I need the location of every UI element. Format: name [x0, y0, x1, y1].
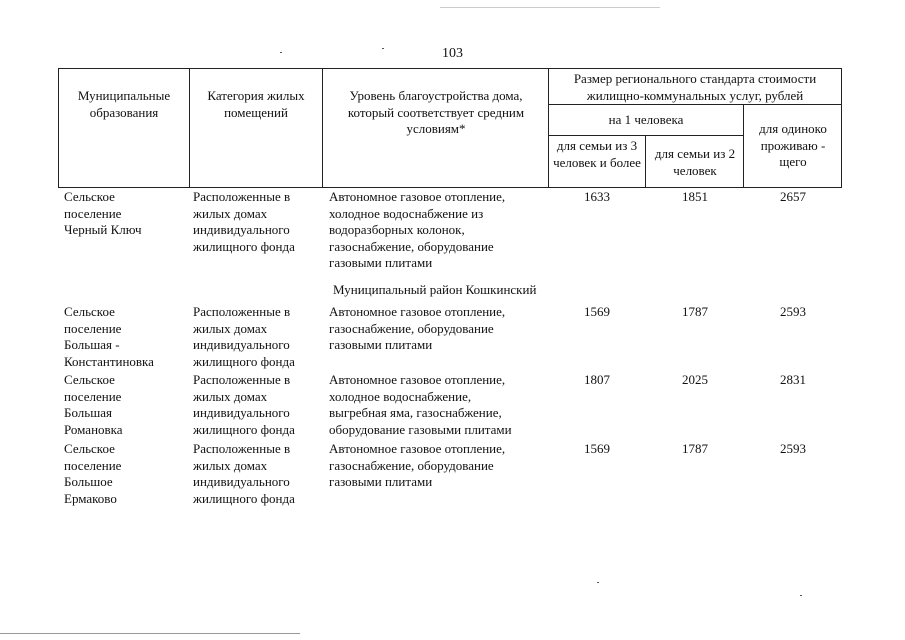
cell-family2: 2025	[682, 372, 708, 387]
header-standard: Размер регионального стандарта стоимости жилищно-коммунальных услуг, рублей	[573, 71, 817, 103]
cell-category: Расположенные в жилых домах индивидуального жилищного фонда	[193, 441, 295, 506]
header-category: Категория жилых помещений	[207, 88, 305, 120]
cell-category: Расположенные в жилых домах индивидуального жилищного фонда	[193, 372, 295, 437]
header-municipal: Муниципальные образования	[77, 88, 171, 120]
cell-single: 2657	[780, 189, 806, 204]
cell-single: 2593	[780, 304, 806, 319]
cell-category: Расположенные в жилых домах индивидуального жилищного фонда	[193, 189, 295, 254]
cell-level: Автономное газовое отопление, холодное водоснабжение, выгребная яма, газоснабжение, оборудование газовыми плитами	[329, 372, 512, 437]
header-level: Уровень благоустройства дома, который соответствует средним условиям*	[347, 88, 525, 136]
cell-single: 2593	[780, 441, 806, 456]
cell-municipal: Сельское поселение Большая - Константиновка	[64, 304, 154, 369]
cell-family3: 1569	[584, 304, 610, 319]
cell-family2: 1851	[682, 189, 708, 204]
scan-artifact-line	[0, 633, 300, 634]
cell-family2: 1787	[682, 441, 708, 456]
header-family2: для семьи из 2 человек	[654, 146, 736, 178]
page-number: 103	[442, 46, 463, 61]
cell-family2: 1787	[682, 304, 708, 319]
section-title: Муниципальный район Кошкинский	[333, 282, 537, 297]
cell-municipal: Сельское поселение Большая Романовка	[64, 372, 123, 437]
scan-dot	[597, 582, 599, 583]
cell-family3: 1807	[584, 372, 610, 387]
cell-municipal: Сельское поселение Черный Ключ	[64, 189, 142, 237]
cell-level: Автономное газовое отопление, газоснабжение, оборудование газовыми плитами	[329, 304, 506, 352]
cell-family3: 1633	[584, 189, 610, 204]
header-family3: для семьи из 3 человек и более	[553, 138, 641, 170]
cell-level: Автономное газовое отопление, холодное водоснабжение из водоразборных колонок, газоснабжение, оборудование газовыми плитами	[329, 189, 506, 270]
cell-municipal: Сельское поселение Большое Ермаково	[64, 441, 122, 506]
cell-category: Расположенные в жилых домах индивидуального жилищного фонда	[193, 304, 295, 369]
scan-artifact-line	[440, 7, 660, 8]
header-per-person: на 1 человека	[608, 112, 684, 127]
cell-family3: 1569	[584, 441, 610, 456]
cell-level: Автономное газовое отопление, газоснабжение, оборудование газовыми плитами	[329, 441, 506, 489]
cell-single: 2831	[780, 372, 806, 387]
scan-dot	[800, 595, 802, 596]
header-single: для одиноко проживаю - щего	[759, 121, 827, 169]
